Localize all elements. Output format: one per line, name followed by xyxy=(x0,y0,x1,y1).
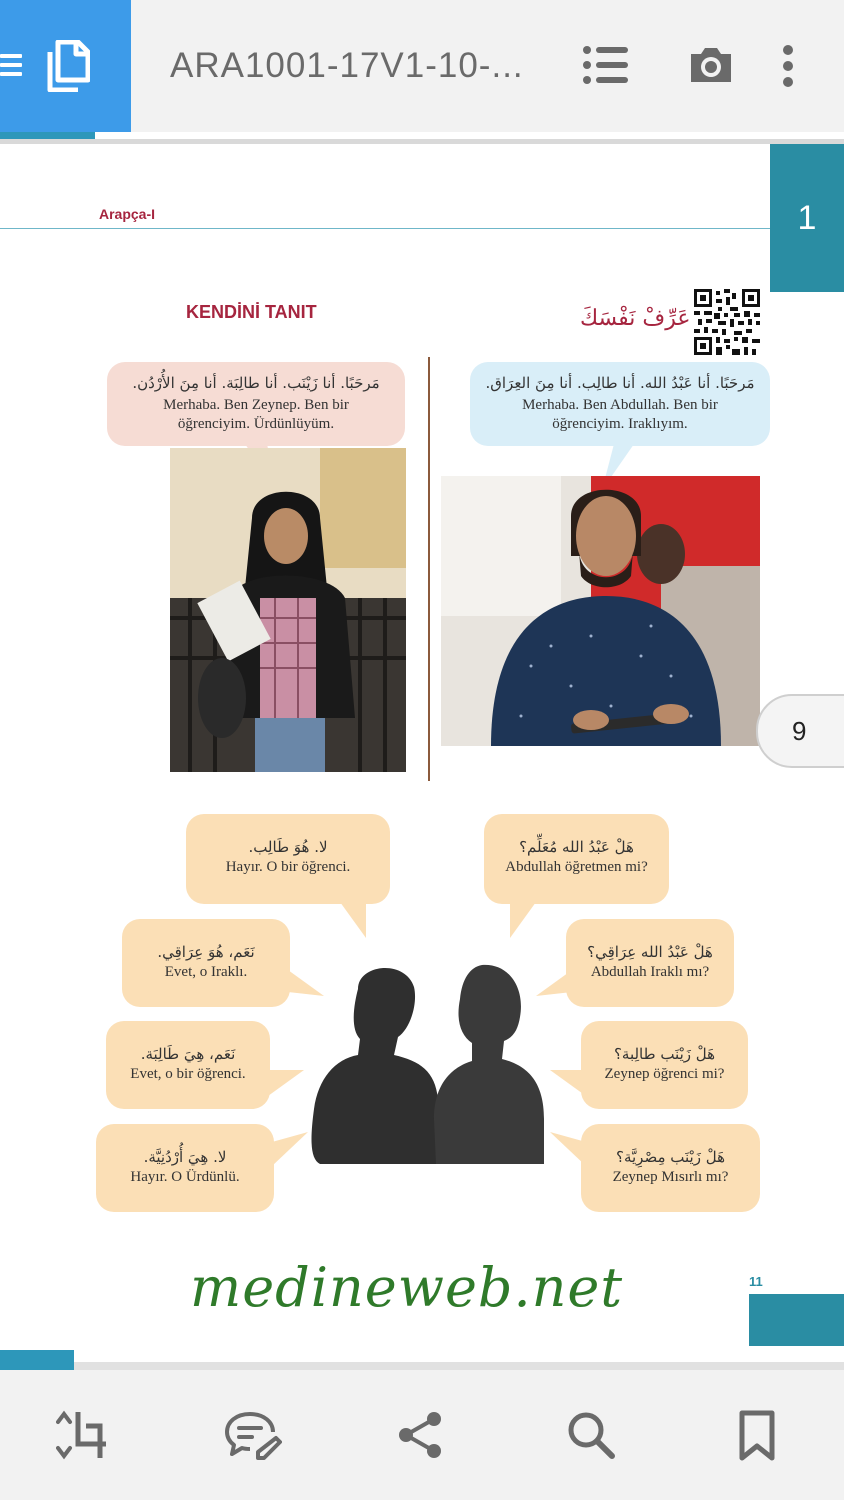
bubble-arabic: مَرحَبًا. أنا زَيْنَب. أنا طالِبَة. أنا مِنَ الأُرْدُن. xyxy=(132,374,380,392)
bubble-turkish: Merhaba. Ben Zeynep. Ben bir öğrenciyim. Ürdünlüyüm. xyxy=(163,397,349,432)
question-bubble xyxy=(484,814,669,904)
hamburger-icon[interactable] xyxy=(0,54,22,76)
bubble-turkish: Evet, o Iraklı. xyxy=(164,964,248,980)
document-title: ARA1001-17V1-10-... xyxy=(170,46,524,85)
photo-zeynep xyxy=(170,448,406,772)
bubble-turkish: Hayır. O bir öğrenci. xyxy=(225,859,351,875)
search-icon[interactable] xyxy=(566,1410,616,1460)
app-toolbar xyxy=(0,0,844,132)
crop-icon[interactable] xyxy=(56,1410,108,1460)
bottom-toolbar xyxy=(0,1370,844,1500)
bubble-turkish: Zeynep Mısırlı mı? xyxy=(612,1169,729,1185)
watermark-text: medineweb.net xyxy=(190,1256,624,1319)
bubble-turkish: Abdullah öğretmen mi? xyxy=(505,859,648,875)
bubble-arabic: لا. هِيَ أُرْدُنِيَّة. xyxy=(143,1148,227,1166)
bubble-tail xyxy=(532,964,572,998)
document-page[interactable] xyxy=(0,144,844,1350)
bookmark-icon[interactable] xyxy=(738,1410,776,1462)
section-title: KENDİNİ TANIT xyxy=(186,302,317,322)
silhouette-figures xyxy=(310,959,546,1164)
bubble-arabic: نَعَم، هُوَ عِرَاقِي. xyxy=(157,943,255,961)
qr-code-icon xyxy=(694,289,760,355)
page-counter-tab[interactable] xyxy=(756,694,844,768)
chapter-tab: 1 xyxy=(770,144,844,292)
camera-icon[interactable] xyxy=(688,44,734,86)
bubble-tail xyxy=(546,1066,586,1100)
bubble-turkish: Hayır. O Ürdünlü. xyxy=(130,1169,240,1185)
reading-progress-bottom xyxy=(0,1350,74,1370)
more-vertical-icon[interactable] xyxy=(780,44,796,88)
documents-icon xyxy=(44,40,90,92)
bubble-tail xyxy=(506,902,536,938)
photo-abdullah xyxy=(441,476,760,746)
page-number: 11 xyxy=(749,1274,763,1289)
bubble-turkish: Merhaba. Ben Abdullah. Ben bir öğrenciyim. Iraklıyım. xyxy=(522,397,718,432)
question-bubble xyxy=(581,1124,760,1212)
answer-bubble xyxy=(106,1021,270,1109)
bubble-arabic: نَعَم، هِيَ طَالِبَة. xyxy=(140,1045,236,1063)
bubble-arabic: لا. هُوَ طَالِب. xyxy=(248,838,328,856)
bubble-tail xyxy=(340,902,370,938)
answer-bubble xyxy=(122,919,290,1007)
comment-edit-icon[interactable] xyxy=(224,1410,282,1460)
section-title-arabic: عَرِّفْ نَفْسَكَ xyxy=(580,306,691,331)
running-head: Arapça-I xyxy=(99,206,156,222)
bubble-tail xyxy=(268,1066,308,1100)
answer-bubble xyxy=(186,814,390,904)
bubble-arabic: هَلْ زَيْنَب مِصْرِيَّة؟ xyxy=(616,1148,725,1166)
question-bubble xyxy=(581,1021,748,1109)
bubble-tail xyxy=(546,1132,586,1170)
bubble-turkish: Abdullah Iraklı mı? xyxy=(590,964,710,980)
header-rule xyxy=(0,228,770,229)
column-divider xyxy=(428,357,430,781)
divider xyxy=(74,1362,844,1370)
question-bubble xyxy=(566,919,734,1007)
page-counter: 9 xyxy=(792,716,807,746)
bubble-arabic: هَلْ عَبْدُ الله عِرَاقِي؟ xyxy=(587,943,713,961)
documents-button[interactable] xyxy=(0,0,131,132)
bubble-arabic: مَرحَبًا. أنا عَبْدُ الله. أنا طالِب. أنا مِنَ العِرَاق. xyxy=(485,374,755,392)
list-icon[interactable] xyxy=(582,44,630,86)
page-footer-tab xyxy=(749,1294,844,1346)
bubble-arabic: هَلْ زَيْنَب طالِبة؟ xyxy=(613,1045,716,1063)
speech-bubble-abdullah xyxy=(470,362,770,446)
bubble-turkish: Zeynep öğrenci mi? xyxy=(604,1066,725,1082)
bubble-turkish: Evet, o bir öğrenci. xyxy=(130,1066,246,1082)
answer-bubble xyxy=(96,1124,274,1212)
share-icon[interactable] xyxy=(396,1410,444,1460)
speech-bubble-zeynep xyxy=(107,362,405,446)
bubble-tail xyxy=(272,1132,312,1170)
bubble-arabic: هَلْ عَبْدُ الله مُعَلِّم؟ xyxy=(519,838,634,856)
